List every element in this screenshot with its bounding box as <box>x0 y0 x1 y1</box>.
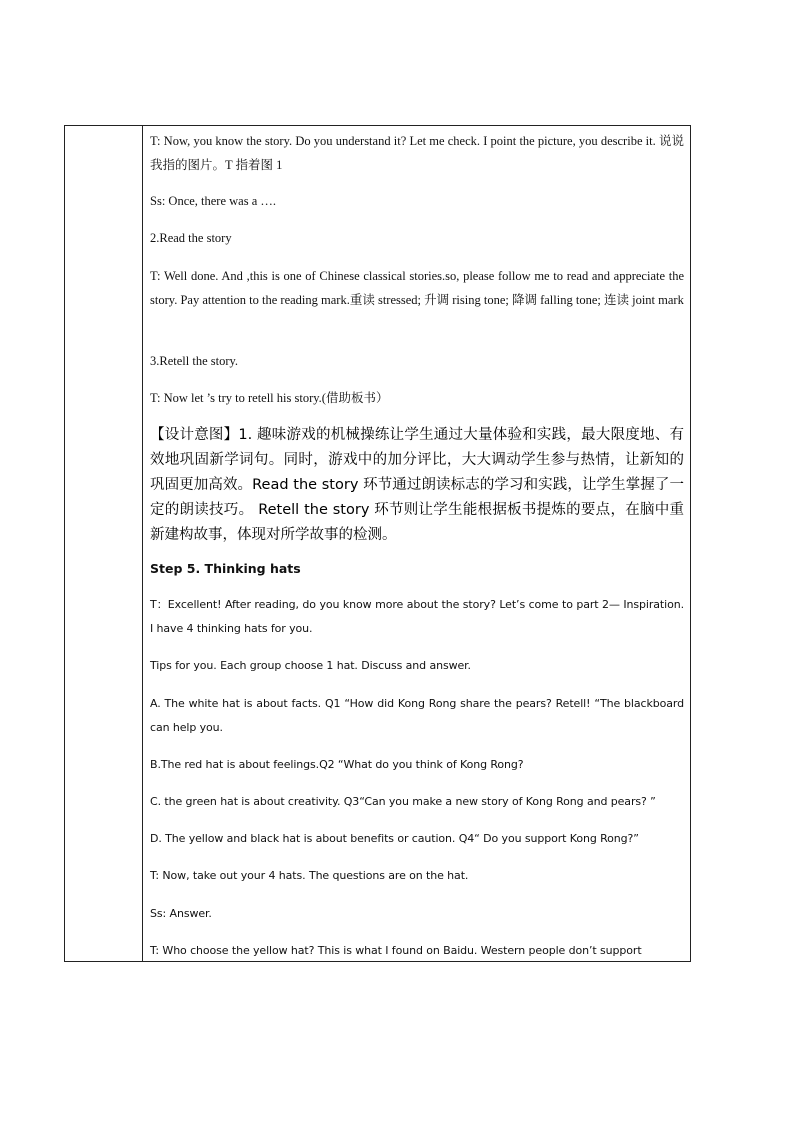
dialogue-students-answer: Ss: Answer. <box>150 907 212 920</box>
tips-text: Tips for you. Each group choose 1 hat. Discuss and answer. <box>150 659 471 672</box>
design-intent-paragraph: 【设计意图】1. 趣味游戏的机械操练让学生通过大量体验和实践，最大限度地、有效地巩固新学词句。同时，游戏中的加分评比，大大调动学生参与热情，让新知的巩固更加高效。Read the story 环节通过朗读标志的学习和实践，让学生掌握了一定的朗读技巧。 Retell the story 环节则让学生能根据板书提炼的要点，在脑中重新建构故事，体现对所学故事的检测。 <box>150 427 684 543</box>
heading-read-story: 2.Read the story <box>150 231 232 245</box>
dialogue-students-once: Ss: Once, there was a …. <box>150 194 277 208</box>
table-right-cell <box>143 126 690 961</box>
lesson-table <box>64 125 691 962</box>
step-5-heading: Step 5. Thinking hats <box>150 561 301 576</box>
hat-d-text: D. The yellow and black hat is about benefits or caution. Q4“ Do you support Kong Rong?” <box>150 832 639 845</box>
dialogue-retell: T: Now let ’s try to retell his story.(借助板书） <box>150 391 389 405</box>
dialogue-check-story: T: Now, you know the story. Do you understand it? Let me check. I point the picture, you describe it. 说说我指的图片。T 指着图 1 <box>150 134 684 172</box>
heading-retell-story: 3.Retell the story. <box>150 354 239 368</box>
hat-b-text: B.The red hat is about feelings.Q2 “What do you think of Kong Rong? <box>150 758 524 771</box>
dialogue-take-out-hats: T: Now, take out your 4 hats. The questions are on the hat. <box>150 869 469 882</box>
dialogue-excellent: T：Excellent! After reading, do you know more about the story? Let’s come to part 2— Inspiration. I have 4 thinking hats for you. <box>150 598 684 635</box>
table-left-cell <box>65 126 143 961</box>
dialogue-reading-mark: T: Well done. And ,this is one of Chinese classical stories.so, please follow me to read and appreciate the story. Pay attention to the reading mark.重读 stressed; 升调 rising tone; 降调 falling tone; 连读 joint mark <box>150 269 684 307</box>
dialogue-yellow-hat: T: Who choose the yellow hat? This is what I found on Baidu. Western people don’t support <box>150 944 642 957</box>
hat-c-text: C. the green hat is about creativity. Q3“Can you make a new story of Kong Rong and pears? ” <box>150 795 656 808</box>
hat-a-text: A. The white hat is about facts. Q1 “How did Kong Rong share the pears? Retell! “The blackboard can help you. <box>150 697 684 734</box>
